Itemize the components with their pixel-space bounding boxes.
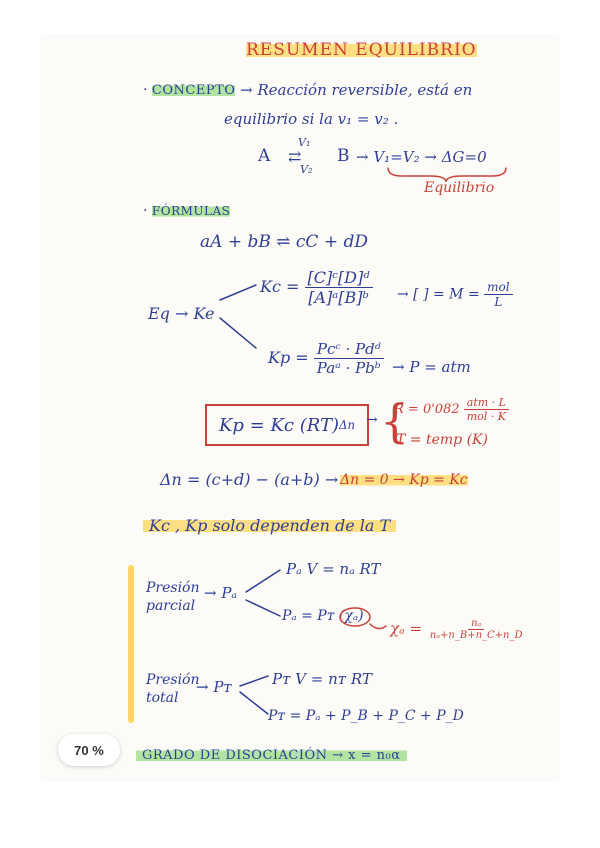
concepto-label: · CONCEPTO	[143, 82, 236, 98]
presion-parcial-gas-law: Pₐ V = nₐ RT	[286, 560, 381, 578]
rate-v1: V₁	[298, 136, 311, 149]
delta-n-result: Δn = 0 → Kp = Kc	[340, 472, 468, 488]
kc-lhs: Kc =	[260, 277, 300, 296]
concepto-text-1: → Reacción reversible, está en	[240, 81, 473, 99]
reversible-arrows: ⇄	[288, 147, 302, 166]
kp-lhs: Kp =	[268, 348, 309, 367]
page-title: RESUMEN EQUILIBRIO	[246, 40, 477, 60]
total-branch-top	[240, 676, 268, 686]
t-temperature: T = temp (K)	[396, 432, 488, 448]
kc-units: → [ ] = M = $\frac{\text{mol}}{L}$	[397, 280, 513, 309]
zoom-level-button[interactable]: 70 %	[58, 734, 120, 766]
rate-v2: V₂	[300, 163, 313, 176]
parcial-branch-bottom	[246, 600, 280, 616]
presion-total-label-1: Presión	[146, 672, 200, 688]
presion-total-label-2: total	[146, 690, 179, 706]
kc-branch	[220, 285, 256, 300]
reaction-equation: aA + bB ⇌ cC + dD	[200, 232, 368, 252]
dependency-note: Kc , Kp solo dependen de la T	[143, 516, 396, 535]
equilibrium-result: → V₁=V₂ → ΔG=0	[356, 148, 487, 166]
chi-arrow	[370, 624, 386, 629]
presion-parcial-symbol: → Pₐ	[204, 584, 238, 602]
delta-n-formula: Δn = (c+d) − (a+b) →	[160, 470, 339, 489]
kp-denominator: Paᵃ · Pbᵇ	[316, 359, 381, 377]
kp-units: → P = atm	[392, 358, 471, 376]
concepto-text-2: equilibrio si la v₁ = v₂ .	[224, 110, 399, 128]
kp-kc-relation: Kp = Kc (RT) Δn	[205, 404, 369, 446]
eq-ke-label: Eq → Ke	[148, 304, 215, 323]
presion-total-symbol: → Pᴛ	[196, 678, 232, 696]
kc-numerator: [C]ᶜ[D]ᵈ	[305, 268, 373, 288]
presion-total-sum: Pᴛ = Pₐ + P_B + P_C + P_D	[268, 708, 464, 724]
total-branch-bottom	[240, 692, 268, 714]
mole-fraction: χₐ = $\frac{\text{nₐ}}{\text{nₐ+n\_B+n\_C+n\_D}}$	[390, 618, 523, 641]
kc-denominator: [A]ᵃ[B]ᵇ	[308, 288, 369, 307]
parcial-branch-top	[246, 570, 280, 592]
presion-parcial-label-2: parcial	[146, 598, 196, 614]
brace: {	[380, 394, 410, 448]
r-constant: R = 0'082 $\frac{\text{atm · L}}{\text{mol · K}}$	[394, 396, 509, 423]
relation-arrow: →	[366, 412, 378, 428]
equilibrium-a: A	[258, 146, 271, 166]
equilibrio-underbrace	[388, 168, 506, 182]
kp-branch	[220, 318, 256, 348]
equilibrio-label: Equilibrio	[424, 180, 495, 196]
formulas-label: · FÓRMULAS	[143, 203, 231, 219]
chi-circle	[340, 608, 370, 626]
presion-parcial-fraction: Pₐ = Pᴛ (χₐ)	[282, 608, 364, 624]
presion-total-gas-law: Pᴛ V = nᴛ RT	[272, 670, 372, 688]
presion-parcial-label-1: Presión	[146, 580, 200, 596]
grado-disociacion: GRADO DE DISOCIACIÓN → x = n₀α	[136, 748, 407, 763]
kp-numerator: Pcᶜ · Pdᵈ	[314, 340, 384, 359]
equilibrium-b: B	[337, 146, 350, 166]
